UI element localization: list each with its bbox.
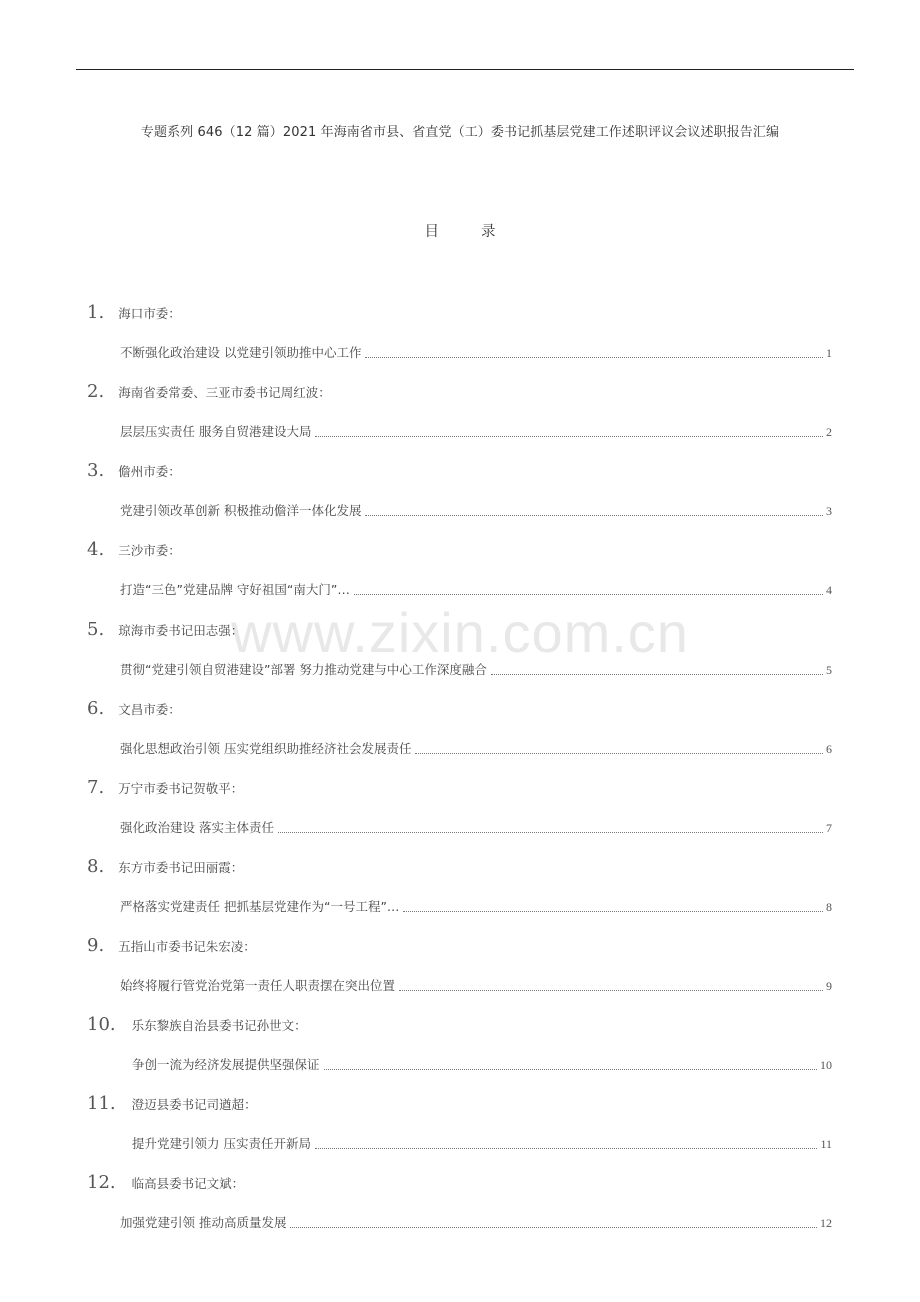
toc-entry-author: 三沙市委： <box>118 543 181 558</box>
toc-entry-number: 10. <box>87 1014 116 1035</box>
toc-entry-page: 4 <box>826 583 832 597</box>
toc-entry-title: 提升党建引领力 压实责任开新局 <box>132 1136 311 1151</box>
dot-leader <box>324 1068 817 1070</box>
toc-entry-author: 澄迈县委书记司遒超： <box>131 1097 257 1112</box>
toc-entry-title: 层层压实责任 服务自贸港建设大局 <box>120 424 312 439</box>
toc-entry-link[interactable] <box>132 1132 832 1152</box>
toc-entry-number: 5. <box>87 619 105 640</box>
toc-entry-author: 临高县委书记文斌： <box>131 1176 245 1191</box>
toc-entry-title: 严格落实党建责任 把抓基层党建作为“一号工程”… <box>120 899 400 914</box>
toc-entry-header <box>87 1093 257 1117</box>
toc-entry-header <box>87 539 181 563</box>
toc-entry-page: 5 <box>826 663 832 677</box>
toc-entry-header <box>87 381 331 405</box>
toc-entry-number: 9. <box>87 935 105 956</box>
toc-entry-header <box>87 856 243 880</box>
toc-entry-link[interactable] <box>120 737 832 757</box>
toc-entry-title: 加强党建引领 推动高质量发展 <box>120 1215 287 1230</box>
toc-entry-header <box>87 619 243 643</box>
dot-leader <box>354 593 823 595</box>
toc-entry-page: 1 <box>826 346 832 360</box>
toc-entry-link[interactable] <box>120 658 832 678</box>
toc-entry-title: 始终将履行管党治党第一责任人职责摆在突出位置 <box>120 978 396 993</box>
toc-entry-page: 3 <box>826 504 832 518</box>
toc-entry-title: 争创一流为经济发展提供坚强保证 <box>132 1057 320 1072</box>
toc-entry-number: 11. <box>87 1093 116 1114</box>
header-rule <box>76 69 854 70</box>
toc-entry-number: 2. <box>87 381 105 402</box>
toc-entry-page: 12 <box>820 1216 832 1230</box>
toc-entry-page: 8 <box>826 900 832 914</box>
dot-leader <box>365 356 823 358</box>
toc-entry-number: 3. <box>87 460 105 481</box>
toc-entry-author: 儋州市委： <box>118 464 181 479</box>
toc-entry-author: 琼海市委书记田志强： <box>118 623 244 638</box>
toc-entry-page: 10 <box>820 1058 832 1072</box>
toc-entry-number: 8. <box>87 856 105 877</box>
toc-entry-link[interactable] <box>120 578 832 598</box>
toc-entry-title: 强化思想政治引领 压实党组织助推经济社会发展责任 <box>120 741 412 756</box>
toc-entry-title: 强化政治建设 落实主体责任 <box>120 820 274 835</box>
toc-entry-header <box>87 302 181 326</box>
toc-entry-number: 6. <box>87 698 105 719</box>
toc-entry-header <box>87 1172 244 1196</box>
watermark: www.zixin.com.cn <box>231 601 689 664</box>
toc-heading-char-2: 录 <box>481 224 496 240</box>
toc-entry-link[interactable] <box>120 420 832 440</box>
toc-entry-page: 11 <box>820 1137 832 1151</box>
toc-entry-author: 乐东黎族自治县委书记孙世文： <box>131 1018 307 1033</box>
toc-entry-author: 文昌市委： <box>118 702 181 717</box>
dot-leader <box>315 1147 817 1149</box>
toc-entry-page: 7 <box>826 821 832 835</box>
toc-entry-header <box>87 935 256 959</box>
dot-leader <box>491 673 823 675</box>
toc-entry-title: 贯彻“党建引领自贸港建设”部署 努力推动党建与中心工作深度融合 <box>120 662 487 677</box>
toc-entry-header <box>87 777 243 801</box>
document-title: 专题系列 646（12 篇）2021 年海南省市县、省直党（工）委书记抓基层党建工作述职评议会议述职报告汇编 <box>140 125 780 140</box>
toc-heading-char-1: 目 <box>424 224 439 240</box>
toc-entry-header <box>87 698 181 722</box>
toc-entry-link[interactable] <box>120 816 832 836</box>
toc-entry-title: 不断强化政治建设 以党建引领助推中心工作 <box>120 345 362 360</box>
toc-entry-header <box>87 460 181 484</box>
toc-heading <box>0 220 920 241</box>
toc-entry-author: 万宁市委书记贺敬平： <box>118 781 244 796</box>
toc-entry-page: 9 <box>826 979 832 993</box>
toc-entry-author: 海南省委常委、三亚市委书记周红波： <box>118 385 331 400</box>
toc-entry-link[interactable] <box>120 895 832 915</box>
toc-entry-number: 7. <box>87 777 105 798</box>
toc-entry-link[interactable] <box>120 974 832 994</box>
dot-leader <box>403 910 823 912</box>
dot-leader <box>290 1226 817 1228</box>
dot-leader <box>365 514 823 516</box>
toc-entry-title: 打造“三色”党建品牌 守好祖国“南大门”… <box>120 582 350 597</box>
dot-leader <box>315 435 823 437</box>
toc-entry-page: 2 <box>826 425 832 439</box>
toc-entry-number: 4. <box>87 539 105 560</box>
toc-entry-link[interactable] <box>120 499 832 519</box>
toc-entry-number: 1. <box>87 302 105 323</box>
toc-entry-link[interactable] <box>132 1053 832 1073</box>
toc-entry-number: 12. <box>87 1172 116 1193</box>
toc-entry-header <box>87 1014 307 1038</box>
dot-leader <box>278 831 823 833</box>
toc-entry-link[interactable] <box>120 341 832 361</box>
dot-leader <box>415 752 823 754</box>
toc-entry-author: 五指山市委书记朱宏凌： <box>118 939 256 954</box>
dot-leader <box>399 989 823 991</box>
toc-entry-title: 党建引领改革创新 积极推动儋洋一体化发展 <box>120 503 362 518</box>
toc-entry-author: 东方市委书记田丽霞： <box>118 860 244 875</box>
toc-entry-page: 6 <box>826 742 832 756</box>
toc-entry-author: 海口市委： <box>118 306 181 321</box>
toc-entry-link[interactable] <box>120 1211 832 1231</box>
